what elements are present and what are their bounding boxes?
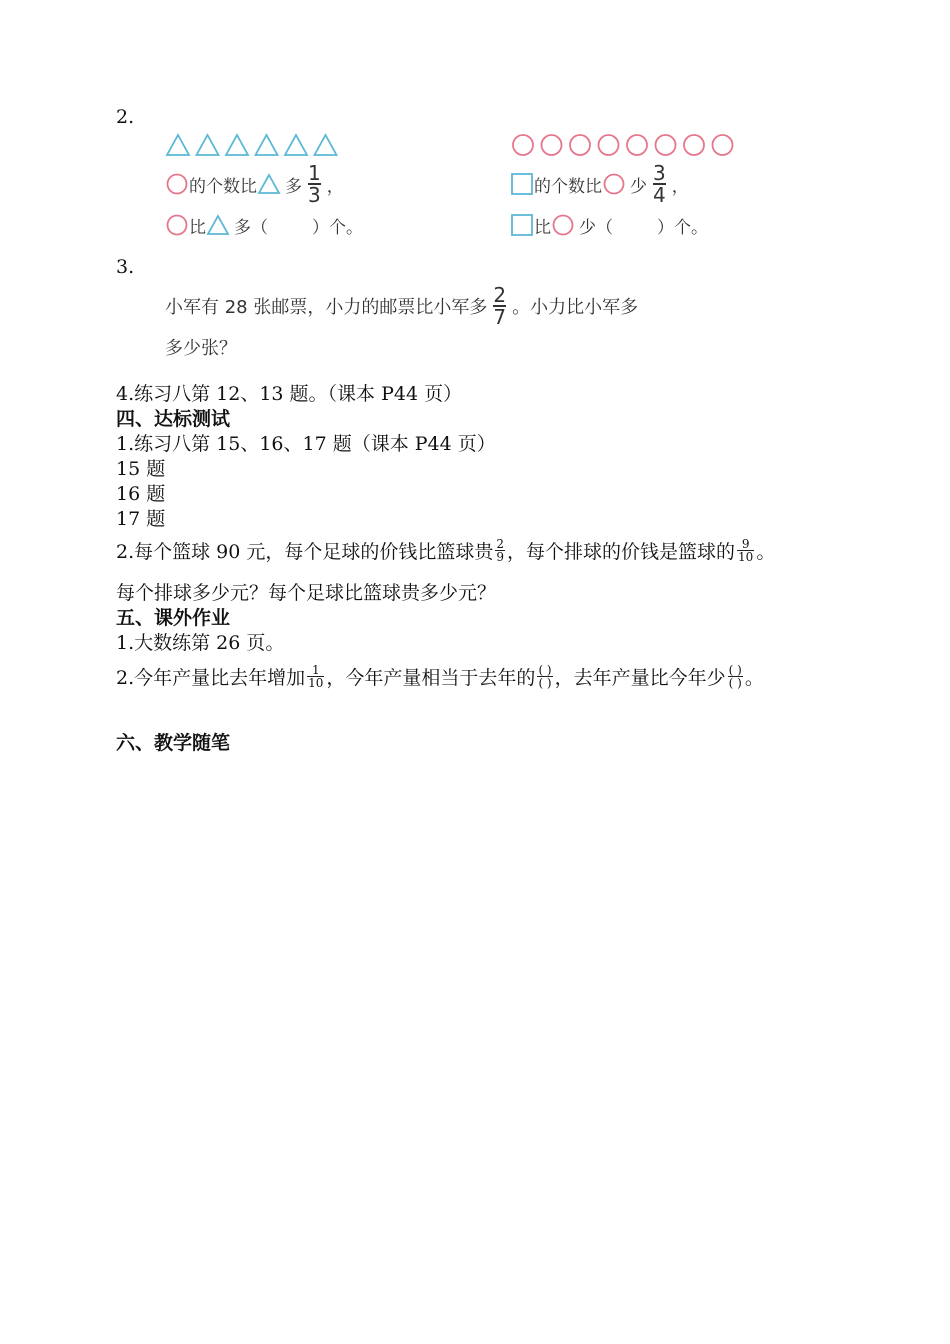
circle-icon bbox=[656, 135, 676, 155]
section5-item2-frac1 bbox=[307, 664, 324, 689]
q2-right-line2 bbox=[510, 210, 708, 240]
section4-p16: 16 题 bbox=[116, 483, 166, 505]
triangle-row-icons bbox=[165, 132, 345, 158]
circle-icon bbox=[513, 135, 533, 155]
q3-text2: 。小力比小军多 bbox=[512, 297, 639, 318]
section4-item2-text2: ，每个排球的价钱是篮球的 bbox=[507, 540, 736, 563]
q2-right-text6: ）个。 bbox=[657, 217, 708, 238]
section4-heading: 四、达标测试 bbox=[116, 408, 231, 430]
section4-p17: 17 题 bbox=[116, 508, 166, 530]
triangle-icon bbox=[257, 172, 281, 196]
circle-icon bbox=[551, 213, 575, 237]
triangle-icon bbox=[197, 135, 219, 155]
circle-icon bbox=[542, 135, 562, 155]
q2-right-line1 bbox=[510, 161, 689, 207]
section5-item2-frac1-num: 1 bbox=[311, 662, 320, 677]
q3-line2: 多少张？ bbox=[165, 338, 237, 359]
section5-item2-frac3-num: ( ) bbox=[728, 662, 742, 677]
q2-right-text1: 的个数比 bbox=[534, 176, 602, 197]
q2-number: 2. bbox=[116, 106, 135, 128]
section4-item2-frac2-num: 9 bbox=[741, 536, 750, 551]
q2-left-text6: ）个。 bbox=[312, 217, 363, 238]
circle-icon bbox=[627, 135, 647, 155]
q2-left-text4: 比 bbox=[189, 217, 206, 238]
section4-p15: 15 题 bbox=[116, 458, 166, 480]
q2-left-line2 bbox=[165, 210, 363, 240]
circle-icon bbox=[684, 135, 704, 155]
q2-left-line1 bbox=[165, 161, 344, 207]
circle-row bbox=[510, 132, 750, 163]
section5-item2 bbox=[116, 654, 764, 698]
circle-icon bbox=[599, 135, 619, 155]
q3-frac-num: 2 bbox=[493, 283, 507, 307]
q2-right-text4: 比 bbox=[534, 217, 551, 238]
section4-item2-frac2 bbox=[737, 538, 754, 563]
circle-icon bbox=[165, 172, 189, 196]
section4-item2-frac1-num: 2 bbox=[496, 536, 505, 551]
q2-left-fraction bbox=[308, 163, 321, 205]
q2-right-fraction bbox=[653, 163, 666, 205]
q2-right-frac-num: 3 bbox=[653, 161, 666, 185]
section5-item1: 1.大数练第 26 页。 bbox=[116, 632, 285, 654]
section4-item2-line1 bbox=[116, 530, 775, 570]
section4-item1: 1.练习八第 15、16、17 题（课本 P44 页） bbox=[116, 433, 496, 455]
triangle-row bbox=[165, 132, 345, 163]
square-icon bbox=[510, 213, 534, 237]
q2-left-text3: ， bbox=[326, 176, 344, 197]
circle-icon bbox=[165, 213, 189, 237]
triangle-icon bbox=[256, 135, 278, 155]
circle-icon bbox=[570, 135, 590, 155]
triangle-icon bbox=[285, 135, 307, 155]
section5-item2-frac3-den: ( ) bbox=[728, 675, 742, 690]
section5-item2-text4: 。 bbox=[744, 666, 764, 689]
q2-left-frac-num: 1 bbox=[308, 161, 321, 185]
section5-heading: 五、课外作业 bbox=[116, 607, 231, 629]
square-icon bbox=[510, 172, 534, 196]
q3-number: 3. bbox=[116, 256, 135, 278]
q2-right-text3: ， bbox=[671, 176, 689, 197]
q3-text1: 小军有 28 张邮票，小力的邮票比小军多 bbox=[165, 297, 488, 318]
q2-right-text2: 少 bbox=[630, 176, 647, 197]
section4-item2-frac2-den: 10 bbox=[738, 549, 754, 564]
triangle-icon bbox=[206, 213, 230, 237]
circle-icon bbox=[713, 135, 733, 155]
section5-item2-frac1-den: 10 bbox=[308, 675, 324, 690]
section4-item2-line2: 每个排球多少元？每个足球比篮球贵多少元？ bbox=[116, 582, 497, 604]
q3-fraction bbox=[493, 285, 506, 327]
section4-item2-frac1 bbox=[495, 538, 505, 563]
triangle-icon bbox=[315, 135, 337, 155]
q2-left-text2: 多 bbox=[285, 176, 302, 197]
section5-item2-frac3 bbox=[728, 664, 743, 689]
triangle-icon bbox=[226, 135, 248, 155]
circle-icon bbox=[602, 172, 626, 196]
q3-line1 bbox=[165, 284, 638, 328]
q2-left-frac-den: 3 bbox=[308, 183, 321, 207]
section4-item2-text3: 。 bbox=[756, 540, 776, 563]
section5-item2-frac2-den: ( ) bbox=[538, 675, 552, 690]
q4-text: 4.练习八第 12、13 题。（课本 P44 页） bbox=[116, 383, 463, 405]
circle-row-icons bbox=[510, 132, 750, 158]
section5-item2-text1: 2.今年产量比去年增加 bbox=[116, 666, 306, 689]
section4-item2-frac1-den: 9 bbox=[496, 549, 505, 564]
section4-item2-text1: 2.每个篮球 90 元，每个足球的价钱比篮球贵 bbox=[116, 540, 494, 563]
section6-heading: 六、教学随笔 bbox=[116, 732, 231, 754]
section5-item2-text3: ，去年产量比今年少 bbox=[554, 666, 726, 689]
section5-item2-frac2-num: ( ) bbox=[538, 662, 552, 677]
q3-frac-den: 7 bbox=[493, 305, 507, 329]
q2-right-text5: 少（ bbox=[579, 217, 613, 238]
section5-item2-text2: ，今年产量相当于去年的 bbox=[326, 666, 536, 689]
section5-item2-frac2 bbox=[537, 664, 552, 689]
q2-right-frac-den: 4 bbox=[653, 183, 666, 207]
q2-left-text1: 的个数比 bbox=[189, 176, 257, 197]
q2-left-text5: 多（ bbox=[234, 217, 268, 238]
triangle-icon bbox=[167, 135, 189, 155]
